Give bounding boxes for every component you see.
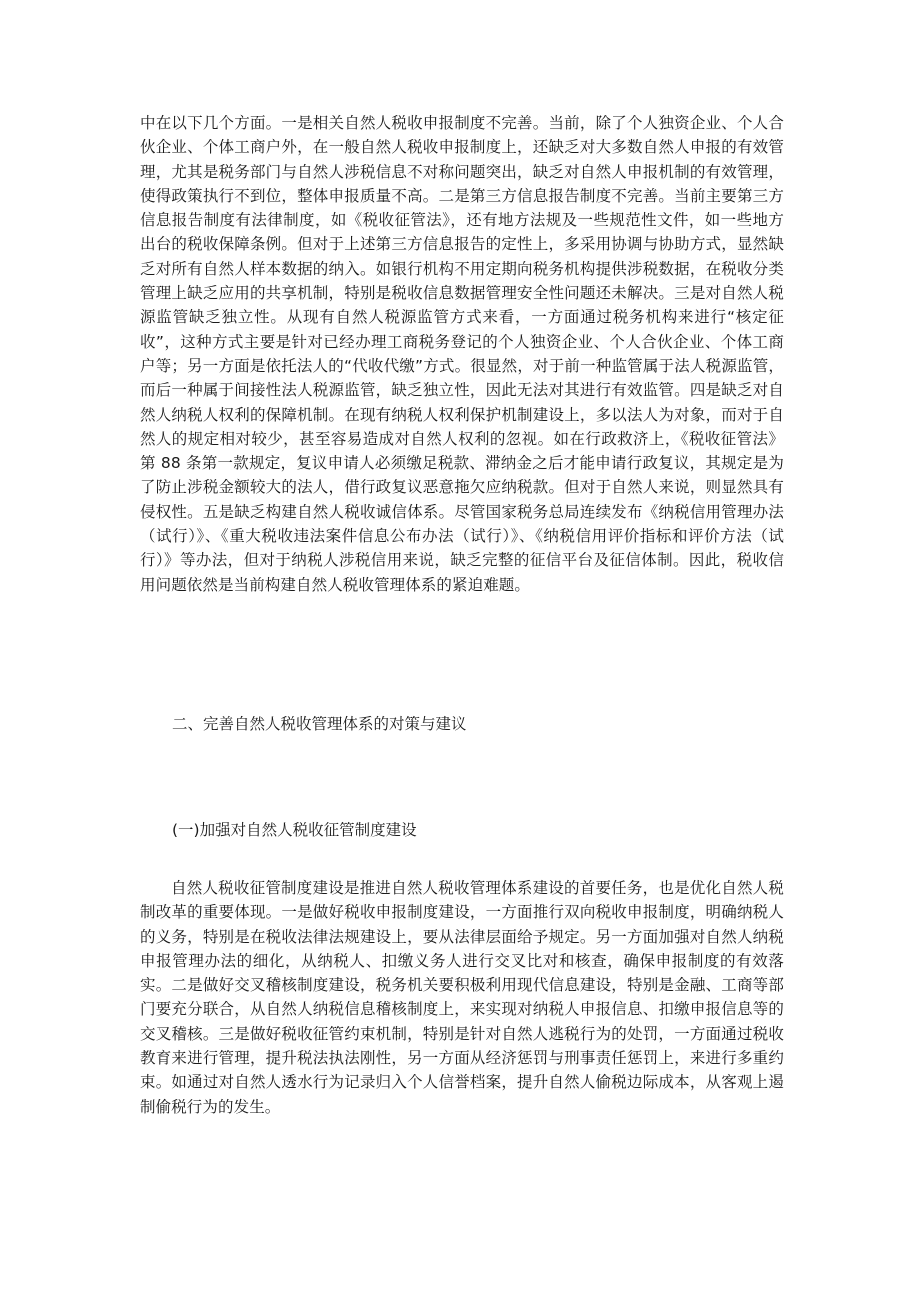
subsection-heading: (一)加强对自然人税收征管制度建设 [172, 821, 417, 839]
body-paragraph-1: 中在以下几个方面。一是相关自然人税收申报制度不完善。当前，除了个人独资企业、个人合伙企业、个体工商户外，在一般自然人税收申报制度上，还缺乏对大多数自然人申报的有效管理，尤其是税务部门与自然人涉税信息不对称问题突出，缺乏对自然人申报机制的有效管理，使得政策执行不到位，整体申报质量不高。二是第三方信息报告制度不完善。当前主要第三方信息报告制度有法律制度，如《税收征管法》，还有地方法规及一些规范性文件，如一些地方出台的税收保障条例。但对于上述第三方信息报告的定性上，多采用协调与协助方式，显然缺乏对所有自然人样本数据的纳入。如银行机构不用定期向税务机构提供涉税数据，在税收分类管理上缺乏应用的共享机制，特别是税收信息数据管理安全性问题还未解决。三是对自然人税源监管缺乏独立性。从现有自然人税源监管方式来看，一方面通过税务机构来进行“核定征收”，这种方式主要是针对已经办理工商税务登记的个人独资企业、个人合伙企业、个体工商户等；另一方面是依托法人的“代收代缴”方式。很显然，对于前一种监管属于法人税源监管，而后一种属于间接性法人税源监管，缺乏独立性，因此无法对其进行有效监管。四是缺乏对自然人纳税人权利的保障机制。在现有纳税人权利保护机制建设上，多以法人为对象，而对于自然人的规定相对较少，甚至容易造成对自然人权利的忽视。如在行政救济上，《税收征管法》第 88 条第一款规定，复议申请人必须缴足税款、滞纳金之后才能申请行政复议，其规定是为了防止涉税金额较大的法人，借行政复议恶意拖欠应纳税款。但对于自然人来说，则显然具有侵权性。五是缺乏构建自然人税收诚信体系。尽管国家税务总局连续发布《纳税信用管理办法（试行）》、《重大税收违法案件信息公布办法（试行）》、《纳税信用评价指标和评价方法（试行）》等办法，但对于纳税人涉税信用来说，缺乏完整的征信平台及征信体制。因此，税收信用问题依然是当前构建自然人税收管理体系的紧迫难题。 [140, 114, 784, 594]
section-heading: 二、完善自然人税收管理体系的对策与建议 [172, 715, 467, 733]
body-paragraph-2: 自然人税收征管制度建设是推进自然人税收管理体系建设的首要任务，也是优化自然人税制改革的重要体现。一是做好税收申报制度建设，一方面推行双向税收申报制度，明确纳税人的义务，特别是在税收法律法规建设上，要从法律层面给予规定。另一方面加强对自然人纳税申报管理办法的细化，从纳税人、扣缴义务人进行交叉比对和核查，确保申报制度的有效落实。二是做好交叉稽核制度建设，税务机关要积极利用现代信息建设，特别是金融、工商等部门要充分联合，从自然人纳税信息稽核制度上，来实现对纳税人申报信息、扣缴申报信息等的交叉稽核。三是做好税收征管约束机制，特别是针对自然人逃税行为的处罚，一方面通过税收教育来进行管理，提升税法执法刚性，另一方面从经济惩罚与刑事责任惩罚上，来进行多重约束。如通过对自然人透水行为记录归入个人信誉档案，提升自然人偷税边际成本，从客观上遏制偷税行为的发生。 [140, 879, 784, 1116]
